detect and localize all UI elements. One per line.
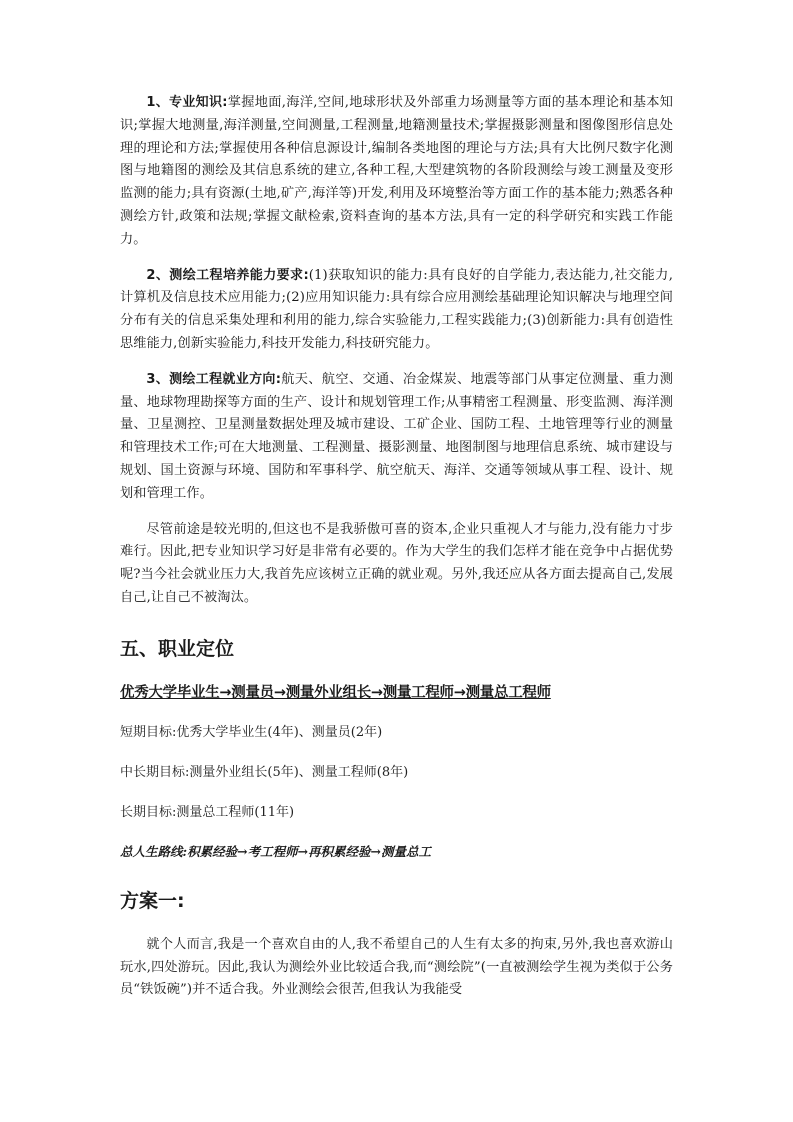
paragraph-text: 掌握地面,海洋,空间,地球形状及外部重力场测量等方面的基本理论和基本知识;掌握大地测量,海洋测量,空间测量,工程测量,地籍测量技术;掌握摄影测量和图像图形信息处理的理论和方法;掌握使用各种信息源设计,编制各类地图的理论与方法;具有大比例尺数字化测图与地籍图的测绘及其信息系统的建立,各种工程,大型建筑物的各阶段测绘与竣工测量及变形监测的能力;具有资源(土地,矿产,海洋等)开发,利用及环境整治等方面工作的基本能力;熟悉各种测绘方针,政策和法规;掌握文献检索,资料查询的基本方法,具有一定的科学研究和实践工作能力。 — [120, 95, 673, 247]
paragraph-label: 1、专业知识: — [146, 95, 228, 110]
section-heading-plan-one: 方案一: — [120, 889, 185, 912]
goal-short-term: 短期目标:优秀大学毕业生(4年)、测量员(2年) — [120, 724, 383, 740]
goal-mid-term: 中长期目标:测量外业组长(5年)、测量工程师(8年) — [120, 764, 409, 780]
paragraph-text: (1)获取知识的能力:具有良好的自学能力,表达能力,社交能力,计算机及信息技术应用能力;(2)应用知识能力:具有综合应用测绘基础理论知识解决与地理空间分布有关的信息采集处理和利用的能力,综合实验能力,工程实践能力;(3)创新能力:具有创造性思维能力,创新实验能力,科技开发能力,科技研究能力。 — [120, 267, 673, 351]
paragraph-ability-requirements — [120, 265, 673, 356]
document-body — [120, 92, 673, 1002]
paragraph-professional-knowledge — [120, 92, 673, 252]
life-route: 总人生路线:积累经验→考工程师→再积累经验→测量总工 — [120, 843, 432, 859]
paragraph-employment-direction — [120, 369, 673, 506]
career-path: 优秀大学毕业生→测量员→测量外业组长→测量工程师→测量总工程师 — [120, 684, 551, 701]
paragraph-outlook: 尽管前途是较光明的,但这也不是我骄傲可喜的资本,企业只重视人才与能力,没有能力寸步难行。因此,把专业知识学习好是非常有必要的。作为大学生的我们怎样才能在竞争中占据优势呢?当今社会就业压力大,我首先应该树立正确的就业观。另外,我还应从各方面去提高自己,发展自己,让自己不被淘汰。 — [120, 521, 674, 605]
section-heading-career-positioning: 五、职业定位 — [120, 637, 235, 660]
paragraph-text: 航天、航空、交通、冶金煤炭、地震等部门从事定位测量、重力测量、地球物理勘探等方面的生产、设计和规划管理工作;从事精密工程测量、形变监测、海洋测量、卫星测控、卫星测量数据处理及城市建设、工矿企业、国防工程、土地管理等行业的测量和管理技术工作;可在大地测量、工程测量、摄影测量、地图制图与地理信息系统、城市建设与规划、国土资源与环境、国防和军事科学、航空航天、海洋、交通等领域从事工程、设计、规划和管理工作。 — [120, 371, 673, 501]
paragraph-label: 3、测绘工程就业方向: — [146, 371, 282, 387]
paragraph-label: 2、测绘工程培养能力要求: — [146, 267, 309, 283]
paragraph-plan-one: 就个人而言,我是一个喜欢自由的人,我不希望自己的人生有太多的拘束,另外,我也喜欢游山玩水,四处游玩。因此,我认为测绘外业比较适合我,而“测绘院”(一直被测绘学生视为类似于公务员“铁饭碗”)并不适合我。外业测绘会很苦,但我认为我能受 — [120, 936, 673, 998]
goal-long-term: 长期目标:测量总工程师(11年) — [120, 804, 295, 820]
